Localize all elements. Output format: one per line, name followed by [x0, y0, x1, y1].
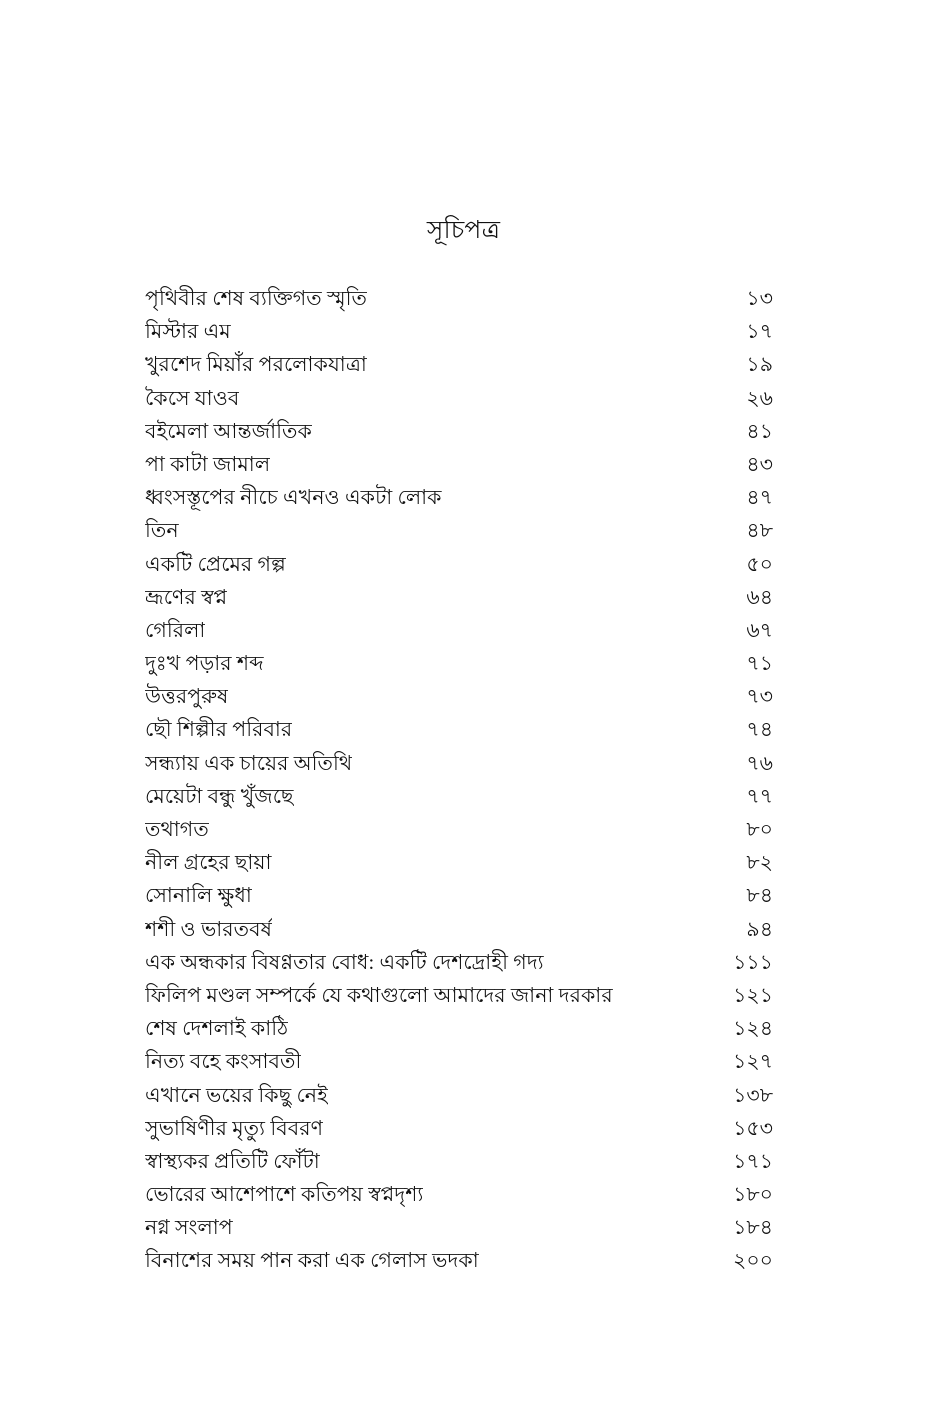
- toc-entry-page-number: ১২১: [733, 984, 773, 1007]
- toc-entry-title: উত্তরপুরুষ: [145, 686, 229, 709]
- toc-entry-page-number: ১৩: [746, 288, 773, 310]
- toc-entry-page-number: ২৬: [746, 387, 773, 410]
- toc-entry-page-number: ৬৭: [746, 619, 773, 642]
- toc-entry-page-number: ৭৩: [746, 686, 773, 709]
- toc-entry[interactable]: [145, 1245, 773, 1278]
- toc-entry[interactable]: [145, 1146, 773, 1179]
- toc-entry[interactable]: [145, 748, 773, 781]
- toc-entry[interactable]: [145, 1046, 773, 1079]
- toc-entry[interactable]: [145, 1212, 773, 1245]
- toc-entry[interactable]: [145, 515, 773, 548]
- toc-entry[interactable]: [145, 1179, 773, 1212]
- toc-entry-title: শেষ দেশলাই কাঠি: [145, 1018, 289, 1041]
- toc-entry[interactable]: [145, 416, 773, 449]
- toc-entry[interactable]: [145, 714, 773, 747]
- page-title: সূচিপত্র: [426, 217, 501, 244]
- toc-entry-page-number: ১২৪: [733, 1018, 773, 1041]
- toc-entry-title: ভ্রূণের স্বপ্ন: [145, 586, 228, 609]
- toc-entry-title: এখানে ভয়ের কিছু নেই: [145, 1084, 328, 1107]
- toc-entry-page-number: ২০০: [733, 1250, 773, 1273]
- toc-entry-page-number: ৪৮: [746, 520, 773, 543]
- toc-entry-page-number: ৪১: [746, 420, 773, 443]
- toc-entry-page-number: ১৩৮: [733, 1084, 773, 1107]
- toc-entry-title: সন্ধ্যায় এক চায়ের অতিথি: [145, 752, 353, 775]
- toc-entry-page-number: ১৯: [746, 354, 773, 377]
- toc-entry[interactable]: [145, 1113, 773, 1146]
- toc-entry-page-number: ৭৭: [746, 785, 773, 808]
- toc-entry-page-number: ১৭: [746, 321, 773, 344]
- toc-entry-page-number: ১১১: [733, 951, 773, 974]
- toc-entry[interactable]: [145, 316, 773, 349]
- toc-entry-title: মেয়েটা বন্ধু খুঁজছে: [145, 785, 294, 808]
- toc-entry-page-number: ১৭১: [733, 1150, 773, 1173]
- toc-entry[interactable]: [145, 482, 773, 515]
- toc-entry-page-number: ৪৭: [746, 487, 773, 510]
- toc-entry[interactable]: [145, 814, 773, 847]
- toc-entry[interactable]: [145, 880, 773, 913]
- toc-entry-page-number: ১৮০: [733, 1184, 773, 1207]
- toc-entry-page-number: ৮০: [746, 819, 773, 841]
- toc-entry[interactable]: [145, 781, 773, 814]
- toc-entry[interactable]: [145, 615, 773, 648]
- toc-entry-title: পা কাটা জামাল: [145, 453, 271, 476]
- toc-entry-title: ফিলিপ মণ্ডল সম্পর্কে যে কথাগুলো আমাদের জানা দরকার: [145, 984, 613, 1007]
- toc-entry[interactable]: [145, 847, 773, 880]
- toc-entry-title: সোনালি ক্ষুধা: [145, 885, 252, 908]
- toc-entry-page-number: ৫০: [746, 553, 773, 576]
- toc-entry-title: ছৌ শিল্পীর পরিবার: [145, 719, 293, 742]
- toc-entry-title: স্বাস্থ্যকর প্রতিটি ফোঁটা: [145, 1150, 320, 1173]
- toc-entry[interactable]: [145, 1013, 773, 1046]
- toc-entry[interactable]: [145, 582, 773, 615]
- toc-entry[interactable]: [145, 383, 773, 416]
- toc-entry-page-number: ৭৪: [746, 719, 773, 742]
- toc-entry[interactable]: [145, 349, 773, 382]
- toc-entry-page-number: ৭৬: [746, 752, 773, 775]
- toc-entry[interactable]: [145, 648, 773, 681]
- toc-entry-title: বইমেলা আন্তর্জাতিক: [145, 420, 312, 443]
- toc-entry-title: নগ্ন সংলাপ: [145, 1217, 233, 1240]
- toc-entry-title: সুভাষিণীর মৃত্যু বিবরণ: [145, 1117, 324, 1140]
- toc-entry-title: গেরিলা: [145, 619, 206, 642]
- toc-entry-title: ভোরের আশেপাশে কতিপয় স্বপ্নদৃশ্য: [145, 1184, 424, 1207]
- toc-entry[interactable]: [145, 681, 773, 714]
- toc-entry-page-number: ১২৭: [733, 1051, 773, 1074]
- toc-entry[interactable]: [145, 914, 773, 947]
- toc-entry-title: তথাগত: [145, 819, 209, 841]
- toc-entry-title: কৈসে যাওব: [145, 387, 240, 410]
- toc-entry-title: শশী ও ভারতবর্ষ: [145, 918, 273, 941]
- toc-entry-page-number: ৮২: [746, 852, 773, 875]
- toc-entry-page-number: ৯৪: [746, 918, 773, 941]
- toc-entry[interactable]: [145, 980, 773, 1013]
- toc-entry[interactable]: [145, 549, 773, 582]
- toc-entry-page-number: ১৫৩: [733, 1117, 773, 1140]
- toc-entry-title: একটি প্রেমের গল্প: [145, 553, 286, 576]
- toc-entry-title: এক অন্ধকার বিষণ্ণতার বোধ: একটি দেশদ্রোহী গদ্য: [145, 951, 544, 974]
- toc-entry-title: খুরশেদ মিয়াঁর পরলোকযাত্রা: [145, 354, 367, 377]
- toc-entry-page-number: ১৮৪: [733, 1217, 773, 1240]
- toc-entry[interactable]: [145, 283, 773, 316]
- toc-entry-title: পৃথিবীর শেষ ব্যক্তিগত স্মৃতি: [145, 288, 368, 310]
- toc-entry[interactable]: [145, 449, 773, 482]
- toc-entry-title: নীল গ্রহের ছায়া: [145, 852, 272, 875]
- toc-entry-page-number: ৮৪: [746, 885, 773, 908]
- toc-entry-title: ধ্বংসস্তূপের নীচে এখনও একটা লোক: [145, 487, 442, 510]
- toc-entry-title: দুঃখ পড়ার শব্দ: [145, 653, 264, 676]
- toc-entry-page-number: ৭১: [746, 653, 773, 676]
- toc-entry-title: তিন: [145, 520, 179, 543]
- toc-entry-title: নিত্য বহে কংসাবতী: [145, 1051, 302, 1074]
- toc-entry[interactable]: [145, 1080, 773, 1113]
- toc-entry[interactable]: [145, 947, 773, 980]
- toc-entry-page-number: ৪৩: [746, 453, 773, 476]
- table-of-contents-list: [145, 283, 773, 1279]
- toc-entry-title: মিস্টার এম: [145, 321, 231, 344]
- toc-entry-title: বিনাশের সময় পান করা এক গেলাস ভদকা: [145, 1250, 479, 1273]
- toc-entry-page-number: ৬৪: [746, 586, 773, 609]
